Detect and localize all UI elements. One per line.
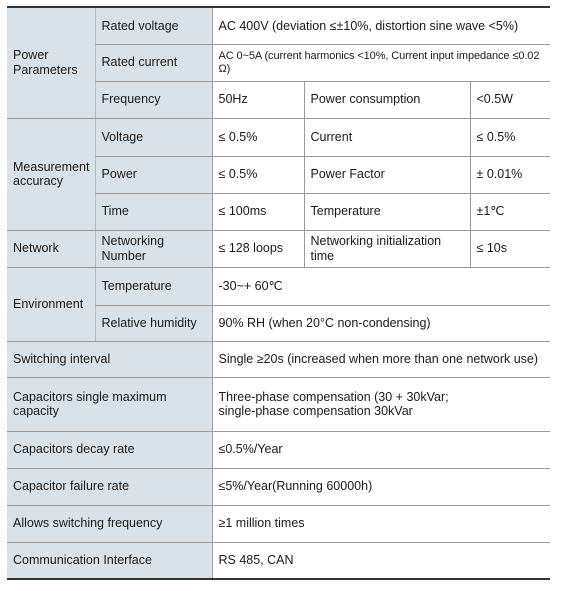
rated-current-label: Rated current	[95, 44, 212, 81]
table-row	[7, 118, 550, 156]
switching-interval-value: Single ≥20s (increased when more than one network use)	[212, 341, 550, 377]
capacity-label: Capacitors single maximum capacity	[7, 377, 212, 431]
accuracy-voltage-value: ≤ 0.5%	[212, 118, 304, 156]
accuracy-voltage-label: Voltage	[95, 118, 212, 156]
accuracy-temperature-value: ±1℃	[470, 193, 550, 230]
spec-table	[7, 6, 550, 580]
table-row	[7, 377, 550, 431]
communication-interface-label: Communication Interface	[7, 542, 212, 579]
failure-rate-value: ≤5%/Year(Running 60000h)	[212, 468, 550, 505]
capacity-value-line1: Three-phase compensation (30 + 30kVar;	[218, 389, 449, 404]
capacity-value-line2: single-phase compensation 30kVar	[218, 404, 413, 418]
communication-interface-value: RS 485, CAN	[212, 542, 550, 579]
spec-table-container	[7, 6, 550, 580]
group-power-parameters: Power Parameters	[7, 7, 95, 118]
decay-rate-value: ≤0.5%/Year	[212, 431, 550, 468]
switching-frequency-label: Allows switching frequency	[7, 505, 212, 542]
table-row	[7, 505, 550, 542]
relative-humidity-value: 90% RH (when 20°C non-condensing)	[212, 305, 550, 341]
accuracy-temperature-label: Temperature	[304, 193, 470, 230]
relative-humidity-label: Relative humidity	[95, 305, 212, 341]
capacity-value	[212, 377, 550, 431]
accuracy-power-label: Power	[95, 156, 212, 193]
table-row	[7, 7, 550, 44]
accuracy-power-value: ≤ 0.5%	[212, 156, 304, 193]
rated-voltage-value: AC 400V (deviation ≤±10%, distortion sine wave <5%)	[212, 7, 550, 44]
table-row	[7, 267, 550, 305]
table-row	[7, 230, 550, 267]
rated-voltage-label: Rated voltage	[95, 7, 212, 44]
accuracy-current-value: ≤ 0.5%	[470, 118, 550, 156]
networking-number-label: Networking Number	[95, 230, 212, 267]
accuracy-time-label: Time	[95, 193, 212, 230]
accuracy-current-label: Current	[304, 118, 470, 156]
table-row	[7, 468, 550, 505]
table-row	[7, 341, 550, 377]
failure-rate-label: Capacitor failure rate	[7, 468, 212, 505]
power-consumption-value: <0.5W	[470, 81, 550, 118]
environment-temperature-value: -30~+ 60℃	[212, 267, 550, 305]
networking-init-label: Networking initialization time	[304, 230, 470, 267]
accuracy-power-factor-value: ± 0.01%	[470, 156, 550, 193]
group-measurement-accuracy: Measurement accuracy	[7, 118, 95, 230]
frequency-label: Frequency	[95, 81, 212, 118]
environment-temperature-label: Temperature	[95, 267, 212, 305]
power-consumption-label: Power consumption	[304, 81, 470, 118]
group-environment: Environment	[7, 267, 95, 341]
accuracy-power-factor-label: Power Factor	[304, 156, 470, 193]
switching-frequency-value: ≥1 million times	[212, 505, 550, 542]
decay-rate-label: Capacitors decay rate	[7, 431, 212, 468]
networking-init-value: ≤ 10s	[470, 230, 550, 267]
rated-current-value: AC 0~5A (current harmonics <10%, Current input impedance ≤0.02 Ω)	[212, 44, 550, 81]
switching-interval-label: Switching interval	[7, 341, 212, 377]
frequency-value: 50Hz	[212, 81, 304, 118]
networking-number-value: ≤ 128 loops	[212, 230, 304, 267]
group-network: Network	[7, 230, 95, 267]
accuracy-time-value: ≤ 100ms	[212, 193, 304, 230]
table-row	[7, 542, 550, 579]
table-row	[7, 431, 550, 468]
